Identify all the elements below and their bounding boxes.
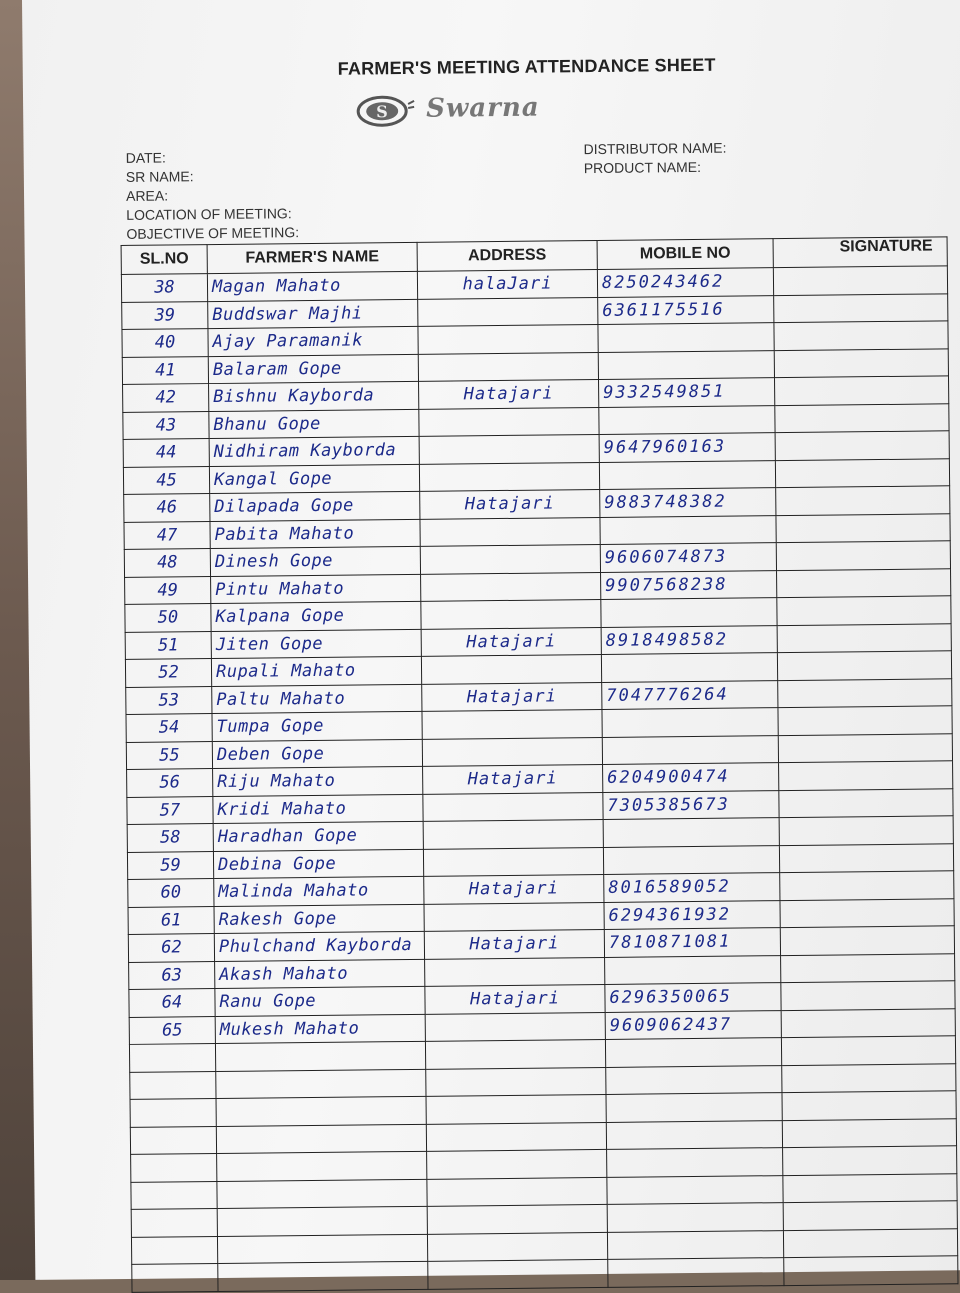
- column-header-address: ADDRESS: [417, 240, 597, 271]
- mobile-no-cell: [607, 1148, 783, 1177]
- address-cell: Hatajari: [423, 764, 603, 793]
- address-cell: [426, 1122, 606, 1151]
- farmer-name-cell: Rupali Mahato: [211, 656, 421, 686]
- sl-no-cell: 57: [127, 796, 213, 824]
- mobile-no-cell: 8250243462: [597, 268, 773, 297]
- signature-cell: [784, 1256, 958, 1285]
- address-cell: [425, 1012, 605, 1041]
- attendance-rows: [121, 266, 958, 1292]
- mobile-no-cell: [601, 598, 777, 627]
- sl-no-cell: 55: [126, 741, 212, 769]
- mobile-no-cell: [603, 818, 779, 847]
- farmer-name-cell: Bishnu Kayborda: [209, 381, 419, 411]
- mobile-no-cell: 9332549851: [599, 378, 775, 407]
- mobile-no-cell: 6361175516: [598, 295, 774, 324]
- address-cell: [422, 709, 602, 738]
- sl-no-cell: 56: [127, 769, 213, 797]
- sl-no-cell: 48: [124, 549, 210, 577]
- mobile-no-cell: 7047776264: [602, 680, 778, 709]
- address-cell: [421, 572, 601, 601]
- mobile-no-cell: [606, 1065, 782, 1094]
- farmer-name-cell: Ranu Gope: [215, 986, 425, 1016]
- farmer-name-cell: Riju Mahato: [213, 766, 423, 796]
- mobile-no-cell: [606, 1120, 782, 1149]
- sl-no-cell: 65: [129, 1016, 215, 1044]
- farmer-name-cell: [217, 1151, 427, 1181]
- address-cell: Hatajari: [422, 682, 602, 711]
- signature-cell: [780, 926, 954, 955]
- address-cell: Hatajari: [421, 627, 601, 656]
- sl-no-cell: 61: [128, 906, 214, 934]
- farmer-name-cell: [217, 1206, 427, 1236]
- sl-no-cell: 50: [125, 604, 211, 632]
- signature-cell: [775, 403, 949, 432]
- signature-cell: [782, 1091, 956, 1120]
- sl-no-cell: 58: [127, 824, 213, 852]
- address-cell: halaJari: [417, 269, 597, 298]
- farmer-name-cell: Kangal Gope: [209, 464, 419, 494]
- mobile-no-cell: 9609062437: [605, 1010, 781, 1039]
- sl-no-cell: [131, 1236, 217, 1264]
- mobile-no-cell: 9907568238: [601, 570, 777, 599]
- farmer-name-cell: Mukesh Mahato: [215, 1014, 425, 1044]
- mobile-no-cell: [603, 845, 779, 874]
- mobile-no-cell: [602, 708, 778, 737]
- date-label: DATE:: [125, 149, 166, 166]
- signature-cell: [777, 651, 951, 680]
- address-cell: [422, 737, 602, 766]
- address-cell: [420, 544, 600, 573]
- mobile-no-cell: 9606074873: [600, 543, 776, 572]
- sl-no-cell: 53: [126, 686, 212, 714]
- mobile-no-cell: [598, 350, 774, 379]
- signature-cell: [777, 623, 951, 652]
- mobile-no-cell: [601, 653, 777, 682]
- signature-cell: [778, 678, 952, 707]
- sheet-title: FARMER'S MEETING ATTENDANCE SHEET: [337, 54, 716, 79]
- signature-cell: [774, 348, 948, 377]
- mobile-no-cell: 8918498582: [601, 625, 777, 654]
- column-header-signature: SIGNATURE: [773, 237, 947, 268]
- sl-no-cell: 44: [123, 439, 209, 467]
- address-cell: [421, 654, 601, 683]
- farmer-name-cell: Debina Gope: [213, 849, 423, 879]
- address-cell: [418, 352, 598, 381]
- sl-no-cell: 41: [122, 356, 208, 384]
- signature-cell: [781, 1008, 955, 1037]
- farmer-name-cell: Pabita Mahato: [210, 519, 420, 549]
- sl-no-cell: [131, 1209, 217, 1237]
- address-cell: Hatajari: [425, 984, 605, 1013]
- mobile-no-cell: [608, 1258, 784, 1287]
- farmer-name-cell: [216, 1124, 426, 1154]
- sl-no-cell: 60: [128, 879, 214, 907]
- signature-cell: [776, 513, 950, 542]
- location-label: LOCATION OF MEETING:: [126, 205, 292, 223]
- signature-cell: [779, 843, 953, 872]
- signature-cell: [781, 1036, 955, 1065]
- signature-cell: [774, 293, 948, 322]
- farmer-name-cell: [218, 1261, 428, 1291]
- signature-cell: [783, 1201, 957, 1230]
- mobile-no-cell: [599, 405, 775, 434]
- signature-cell: [777, 568, 951, 597]
- address-cell: [419, 462, 599, 491]
- meeting-details: [126, 147, 300, 244]
- address-cell: Hatajari: [419, 379, 599, 408]
- mobile-no-cell: 8016589052: [604, 873, 780, 902]
- farmer-name-cell: Jiten Gope: [211, 629, 421, 659]
- signature-cell: [782, 1118, 956, 1147]
- mobile-no-cell: [605, 955, 781, 984]
- farmer-name-cell: Paltu Mahato: [212, 684, 422, 714]
- mobile-no-cell: [606, 1093, 782, 1122]
- address-cell: Hatajari: [420, 489, 600, 518]
- signature-cell: [775, 458, 949, 487]
- mobile-no-cell: 6204900474: [603, 763, 779, 792]
- signature-cell: [781, 953, 955, 982]
- signature-cell: [778, 706, 952, 735]
- address-cell: [428, 1259, 608, 1288]
- mobile-no-cell: [605, 1038, 781, 1067]
- signature-cell: [783, 1173, 957, 1202]
- column-header-farmer-name: FARMER'S NAME: [207, 242, 417, 273]
- area-label: AREA:: [125, 187, 169, 204]
- sl-no-cell: 42: [123, 384, 209, 412]
- mobile-no-cell: 7810871081: [604, 928, 780, 957]
- farmer-name-cell: Kridi Mahato: [213, 794, 423, 824]
- mobile-no-cell: [600, 515, 776, 544]
- sl-no-cell: [130, 1126, 216, 1154]
- farmer-name-cell: Rakesh Gope: [214, 904, 424, 934]
- address-cell: [418, 324, 598, 353]
- farmer-name-cell: Pintu Mahato: [211, 574, 421, 604]
- signature-cell: [774, 321, 948, 350]
- mobile-no-cell: [602, 735, 778, 764]
- mobile-no-cell: [607, 1203, 783, 1232]
- signature-cell: [782, 1063, 956, 1092]
- address-cell: [423, 847, 603, 876]
- mobile-no-cell: 6296350065: [605, 983, 781, 1012]
- address-cell: [421, 599, 601, 628]
- farmer-name-cell: Dilapada Gope: [210, 491, 420, 521]
- signature-cell: [774, 376, 948, 405]
- address-cell: [426, 1067, 606, 1096]
- mobile-no-cell: 7305385673: [603, 790, 779, 819]
- objective-label: OBJECTIVE OF MEETING:: [126, 224, 300, 242]
- signature-cell: [773, 266, 947, 295]
- farmer-name-cell: [216, 1096, 426, 1126]
- sl-no-cell: 54: [126, 714, 212, 742]
- sl-no-cell: 62: [128, 934, 214, 962]
- distributor-details: [583, 139, 726, 178]
- brand-emblem-icon: [356, 94, 416, 129]
- sl-no-cell: 52: [125, 659, 211, 687]
- sl-no-cell: 59: [127, 851, 213, 879]
- column-header-sl-no: SL.NO: [121, 245, 207, 275]
- farmer-name-cell: Malinda Mahato: [214, 876, 424, 906]
- sl-no-cell: 38: [121, 274, 207, 302]
- distributor-name-label: DISTRIBUTOR NAME:: [583, 139, 727, 158]
- farmer-name-cell: Balaram Gope: [208, 354, 418, 384]
- signature-cell: [776, 541, 950, 570]
- product-name-label: PRODUCT NAME:: [583, 158, 702, 177]
- farmer-name-cell: Akash Mahato: [215, 959, 425, 989]
- signature-cell: [780, 871, 954, 900]
- svg-text:S: S: [376, 102, 388, 122]
- farmer-name-cell: Dinesh Gope: [210, 546, 420, 576]
- address-cell: [425, 1039, 605, 1068]
- mobile-no-cell: 6294361932: [604, 900, 780, 929]
- farmer-name-cell: Ajay Paramanik: [208, 326, 418, 356]
- signature-cell: [780, 898, 954, 927]
- signature-cell: [779, 788, 953, 817]
- signature-cell: [777, 596, 951, 625]
- sl-no-cell: 40: [122, 329, 208, 357]
- brand-name: Swarna: [426, 92, 540, 124]
- sl-no-cell: 49: [125, 576, 211, 604]
- column-header-mobile-no: MOBILE NO: [597, 239, 773, 270]
- signature-cell: [778, 733, 952, 762]
- farmer-name-cell: Deben Gope: [212, 739, 422, 769]
- farmer-name-cell: Magan Mahato: [207, 271, 417, 301]
- address-cell: [418, 297, 598, 326]
- address-cell: [425, 957, 605, 986]
- sl-no-cell: [130, 1071, 216, 1099]
- mobile-no-cell: [607, 1230, 783, 1259]
- sl-no-cell: 43: [123, 411, 209, 439]
- farmer-name-cell: Buddswar Majhi: [208, 299, 418, 329]
- signature-cell: [779, 761, 953, 790]
- signature-cell: [775, 431, 949, 460]
- address-cell: [427, 1177, 607, 1206]
- farmer-name-cell: Phulchand Kayborda: [214, 931, 424, 961]
- sl-no-cell: 39: [122, 301, 208, 329]
- farmer-name-cell: Nidhiram Kayborda: [209, 436, 419, 466]
- sl-no-cell: 63: [129, 961, 215, 989]
- brand-logo: [356, 91, 656, 134]
- address-cell: [427, 1204, 607, 1233]
- signature-cell: [779, 816, 953, 845]
- mobile-no-cell: [598, 323, 774, 352]
- attendance-table: [121, 236, 959, 1292]
- sl-no-cell: 64: [129, 989, 215, 1017]
- farmer-name-cell: [215, 1041, 425, 1071]
- address-cell: [419, 407, 599, 436]
- sl-no-cell: [131, 1154, 217, 1182]
- address-cell: [419, 434, 599, 463]
- mobile-no-cell: 9647960163: [599, 433, 775, 462]
- farmer-name-cell: Kalpana Gope: [211, 601, 421, 631]
- address-cell: [427, 1232, 607, 1261]
- sl-no-cell: 47: [124, 521, 210, 549]
- sl-no-cell: 45: [123, 466, 209, 494]
- farmer-name-cell: [217, 1234, 427, 1264]
- sl-no-cell: [129, 1044, 215, 1072]
- sl-no-cell: [132, 1264, 218, 1292]
- sl-no-cell: [131, 1181, 217, 1209]
- signature-cell: [783, 1146, 957, 1175]
- sr-name-label: SR NAME:: [125, 168, 194, 185]
- address-cell: [423, 819, 603, 848]
- signature-cell: [776, 486, 950, 515]
- address-cell: [423, 792, 603, 821]
- sl-no-cell: 46: [124, 494, 210, 522]
- mobile-no-cell: [599, 460, 775, 489]
- signature-cell: [781, 981, 955, 1010]
- farmer-name-cell: Bhanu Gope: [209, 409, 419, 439]
- address-cell: [420, 517, 600, 546]
- address-cell: [427, 1149, 607, 1178]
- farmer-name-cell: Haradhan Gope: [213, 821, 423, 851]
- sl-no-cell: 51: [125, 631, 211, 659]
- mobile-no-cell: 9883748382: [600, 488, 776, 517]
- address-cell: Hatajari: [424, 929, 604, 958]
- signature-cell: [783, 1228, 957, 1257]
- address-cell: [424, 902, 604, 931]
- farmer-name-cell: Tumpa Gope: [212, 711, 422, 741]
- address-cell: [426, 1094, 606, 1123]
- address-cell: Hatajari: [424, 874, 604, 903]
- farmer-name-cell: [217, 1179, 427, 1209]
- mobile-no-cell: [607, 1175, 783, 1204]
- sl-no-cell: [130, 1099, 216, 1127]
- farmer-name-cell: [216, 1069, 426, 1099]
- attendance-sheet: [22, 0, 960, 1280]
